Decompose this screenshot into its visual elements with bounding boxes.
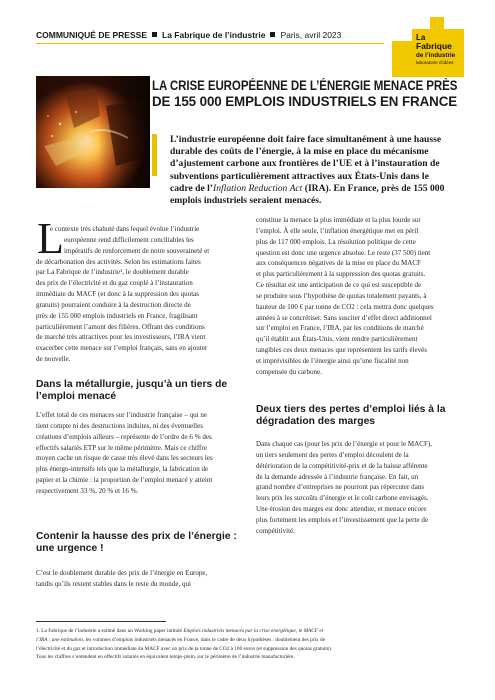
body-line: par La Fabrique de l’industrie¹, le doublement durable xyxy=(36,268,189,277)
footnote-line xyxy=(36,627,464,636)
body-line: leurs prix les surcoûts d’énergie et le coût carbone envisagés. xyxy=(256,494,429,503)
title-line: LA CRISE EUROPÉENNE DE L’ÉNERGIE MENACE PRÈS xyxy=(152,78,458,93)
body-line: compensée du carbone. xyxy=(256,367,322,376)
subheading-line: une urgence ! xyxy=(36,543,104,555)
body-line: plus fortement les emplois et l’investissement que la perte de xyxy=(256,515,429,524)
lead-accent-bar xyxy=(152,134,157,176)
press-org: La Fabrique de l’industrie xyxy=(162,30,266,40)
footnote-line: l’électricité et du gaz et introduction immédiate du MACF avec un prix de la tonne de CO2 à 100 euros (et suppression des quotas gratuits). xyxy=(36,645,333,652)
subheading-line: l’emploi menacé xyxy=(36,391,117,403)
body-line: exacerber cette menace sur l’emploi français, sans en ajouter xyxy=(36,344,208,353)
body-line: des prix de l’électricité et du gaz couplé à l’instauration xyxy=(36,279,193,288)
body-line: L’effet total de ces menaces sur l’industrie française – qui ne xyxy=(36,411,208,419)
subheading-line: Dans la métallurgie, jusqu’à un tiers de xyxy=(36,379,228,390)
body-line: effectifs salariés ETP sur le même périmètre. Mais ce chiffre xyxy=(36,443,207,452)
body-paragraph xyxy=(36,410,241,497)
footnote-line xyxy=(36,636,464,645)
body-line: et plus particulièrement à la suppression des quotas gratuits. xyxy=(256,270,426,279)
lead-line xyxy=(170,183,457,195)
body-line: créations d’emplois ailleurs – représente de l’ordre de 6 % des xyxy=(36,432,212,441)
subheading-energie xyxy=(36,531,237,556)
body-line: tangibles ces deux menaces que représentent les tarifs élevés xyxy=(256,346,428,355)
header-divider xyxy=(36,43,384,44)
body-line: e contexte très chahuté dans lequel évolue l’industrie xyxy=(50,225,200,233)
body-line: qu’il établit aux États-Unis, vient rendre particulièrement xyxy=(256,335,418,344)
body-line: moyen cache un risque de casse très élevé dans les secteurs les xyxy=(36,454,213,463)
lead-line: emplois industriels seraient menacés. xyxy=(170,195,322,207)
press-kind: COMMUNIQUÉ DE PRESSE xyxy=(36,30,147,40)
subheading-line: Contenir la hausse des prix de l’énergie : xyxy=(36,531,237,542)
column-left xyxy=(36,224,241,365)
subheading-line: dégradation des marges xyxy=(256,416,376,428)
body-line: hauteur de 100 € par tonne de CO2 : cela mettra donc quelques xyxy=(256,302,434,311)
lead-paragraph xyxy=(170,134,457,207)
header-separator xyxy=(152,32,157,37)
body-line: compétitivité. xyxy=(256,526,295,535)
body-line: de marché très attractives pour les investisseurs, l’IRA vient xyxy=(36,333,206,342)
logo-text-la: La xyxy=(416,33,426,42)
subheading-marges xyxy=(256,404,445,429)
lead-line: L’industrie européenne doit faire face simultanément à une hausse xyxy=(170,134,442,145)
column-right xyxy=(256,215,462,378)
lead-ira-title: Inflation Reduction Act xyxy=(213,182,303,194)
body-line: et imprévisibles de l’énergie ainsi qu’une fiscalité non xyxy=(256,356,409,365)
body-line: de nouvelle. xyxy=(36,355,71,364)
logo-block-top xyxy=(430,17,444,29)
body-line: sur l’emploi en France, l’IRA, par les conditions de marché xyxy=(256,324,424,333)
body-line: l’emploi. À elle seule, l’inflation énergétique met en péril xyxy=(256,226,419,235)
footnote-text: 1. La Fabrique de l’industrie a estimé dans un Working paper intitulé xyxy=(36,628,184,634)
logo-text-fabrique: Fabrique xyxy=(416,41,452,51)
footnote-line: Tous les chiffres s’entendent en effectifs salariés en équivalent temps-plein, sur le périmètre de l’industrie manufacturière. xyxy=(36,654,295,661)
body-line: papier et la chimie : la proportion de l’emploi menacé y atteint xyxy=(36,476,213,485)
logo-text-tagline: laboratoire d’idées xyxy=(416,60,454,65)
body-line: gratuits) pourraient conduire à la destruction directe de xyxy=(36,300,191,309)
body-line: impératifs de renforcement de notre souveraineté et xyxy=(64,246,210,255)
header-separator xyxy=(270,32,275,37)
body-line: Dans chaque cas (pour les prix de l’énergie et pour le MACF), xyxy=(256,440,432,448)
subheading-metallurgie xyxy=(36,379,227,404)
fabrique-logo xyxy=(392,17,464,77)
lead-line: durable des coûts de l’énergie, à la mise en place du mécanisme xyxy=(170,146,429,158)
lead-text: (IRA). En France, près de 155 000 xyxy=(302,182,445,194)
body-line: se produire sous l’hypothèse de quotas totalement payants, à xyxy=(256,291,427,300)
body-line: Une érosion des marges est donc attendue, et menace encore xyxy=(256,505,427,514)
body-line: tandis qu’ils restent stables dans le reste du monde, qui xyxy=(36,579,192,588)
page-title xyxy=(152,78,457,110)
body-paragraph xyxy=(36,568,241,590)
footnote-divider xyxy=(36,621,166,622)
footnote-paper-title: Emplois industriels menacés par la crise énergétique, le MACF et xyxy=(183,628,324,634)
body-line: plus de 117 000 emplois. La résolution politique de cette xyxy=(256,237,416,246)
body-line: Ce résultat est une anticipation de ce qui est susceptible de xyxy=(256,281,422,290)
body-line: plus énergo-intensifs tels que la métallurgie, la fabrication de xyxy=(36,465,209,474)
logo-block-left xyxy=(392,41,412,77)
footnote xyxy=(36,627,464,662)
press-header xyxy=(36,30,341,40)
body-line: constitue la menace la plus immédiate et la plus lourde sur xyxy=(256,216,421,224)
body-line: C’est le doublement durable des prix de l’énergie en Europe, xyxy=(36,569,208,577)
body-line: de décarbonation des activités. Selon les estimations faites xyxy=(36,257,201,266)
lead-line: d’ajustement carbone aux frontières de l’UE et à l’instauration de xyxy=(170,158,440,170)
body-line: détérioration de la compétitivité-prix et de la baisse afférente xyxy=(256,461,428,470)
press-place-date: Paris, avril 2023 xyxy=(280,30,342,40)
body-line: tient compte ni des destructions induites, ni des éventuelles xyxy=(36,421,203,430)
body-paragraph xyxy=(256,439,462,537)
body-line: question est donc une urgence absolue. Le reste (37 500) tient xyxy=(256,248,431,257)
body-line: de la demande adressée à l’industrie française. En fait, un xyxy=(256,472,419,481)
body-line: un tiers seulement des pertes d’emploi découlent de la xyxy=(256,450,409,459)
body-line: respectivement 33 %, 20 % et 16 %. xyxy=(36,486,139,495)
body-line: années à se concrétiser. Sans susciter d’effet direct additionnel xyxy=(256,313,432,322)
body-line: européenne rend difficilement conciliables les xyxy=(64,235,194,244)
drop-cap: L xyxy=(37,214,64,263)
body-line: particulièrement l’amont des filières. Offrant des conditions xyxy=(36,322,205,331)
body-line: immédiate du MACF (et donc à la suppression des quotas xyxy=(36,290,200,299)
body-paragraph xyxy=(36,224,241,365)
footnote-text: , les volumes d’emplois industriels menacés en France, dans le cadre de deux hypothèses : doublement des prix de xyxy=(82,636,325,643)
subheading-line: Deux tiers des pertes d’emploi liés à la xyxy=(256,404,446,415)
lead-text: cadre de l’ xyxy=(170,182,213,194)
title-line: DE 155 000 EMPLOIS INDUSTRIELS EN FRANCE xyxy=(152,94,458,109)
logo-text-industrie: de l’industrie xyxy=(416,52,456,59)
footnote-paper-title: l’IRA : une estimation xyxy=(36,636,83,643)
lead-line: subventions particulièrement attractives aux États-Unis dans le xyxy=(170,170,429,182)
body-line: aux conséquences négatives de la mise en place du MACF xyxy=(256,259,421,268)
foundry-photo xyxy=(36,76,150,188)
body-line: grand nombre d’entreprises ne pourront pas répercuter dans xyxy=(256,483,425,492)
body-line: près de 155 000 emplois industriels en France, fragilisant xyxy=(36,311,198,320)
